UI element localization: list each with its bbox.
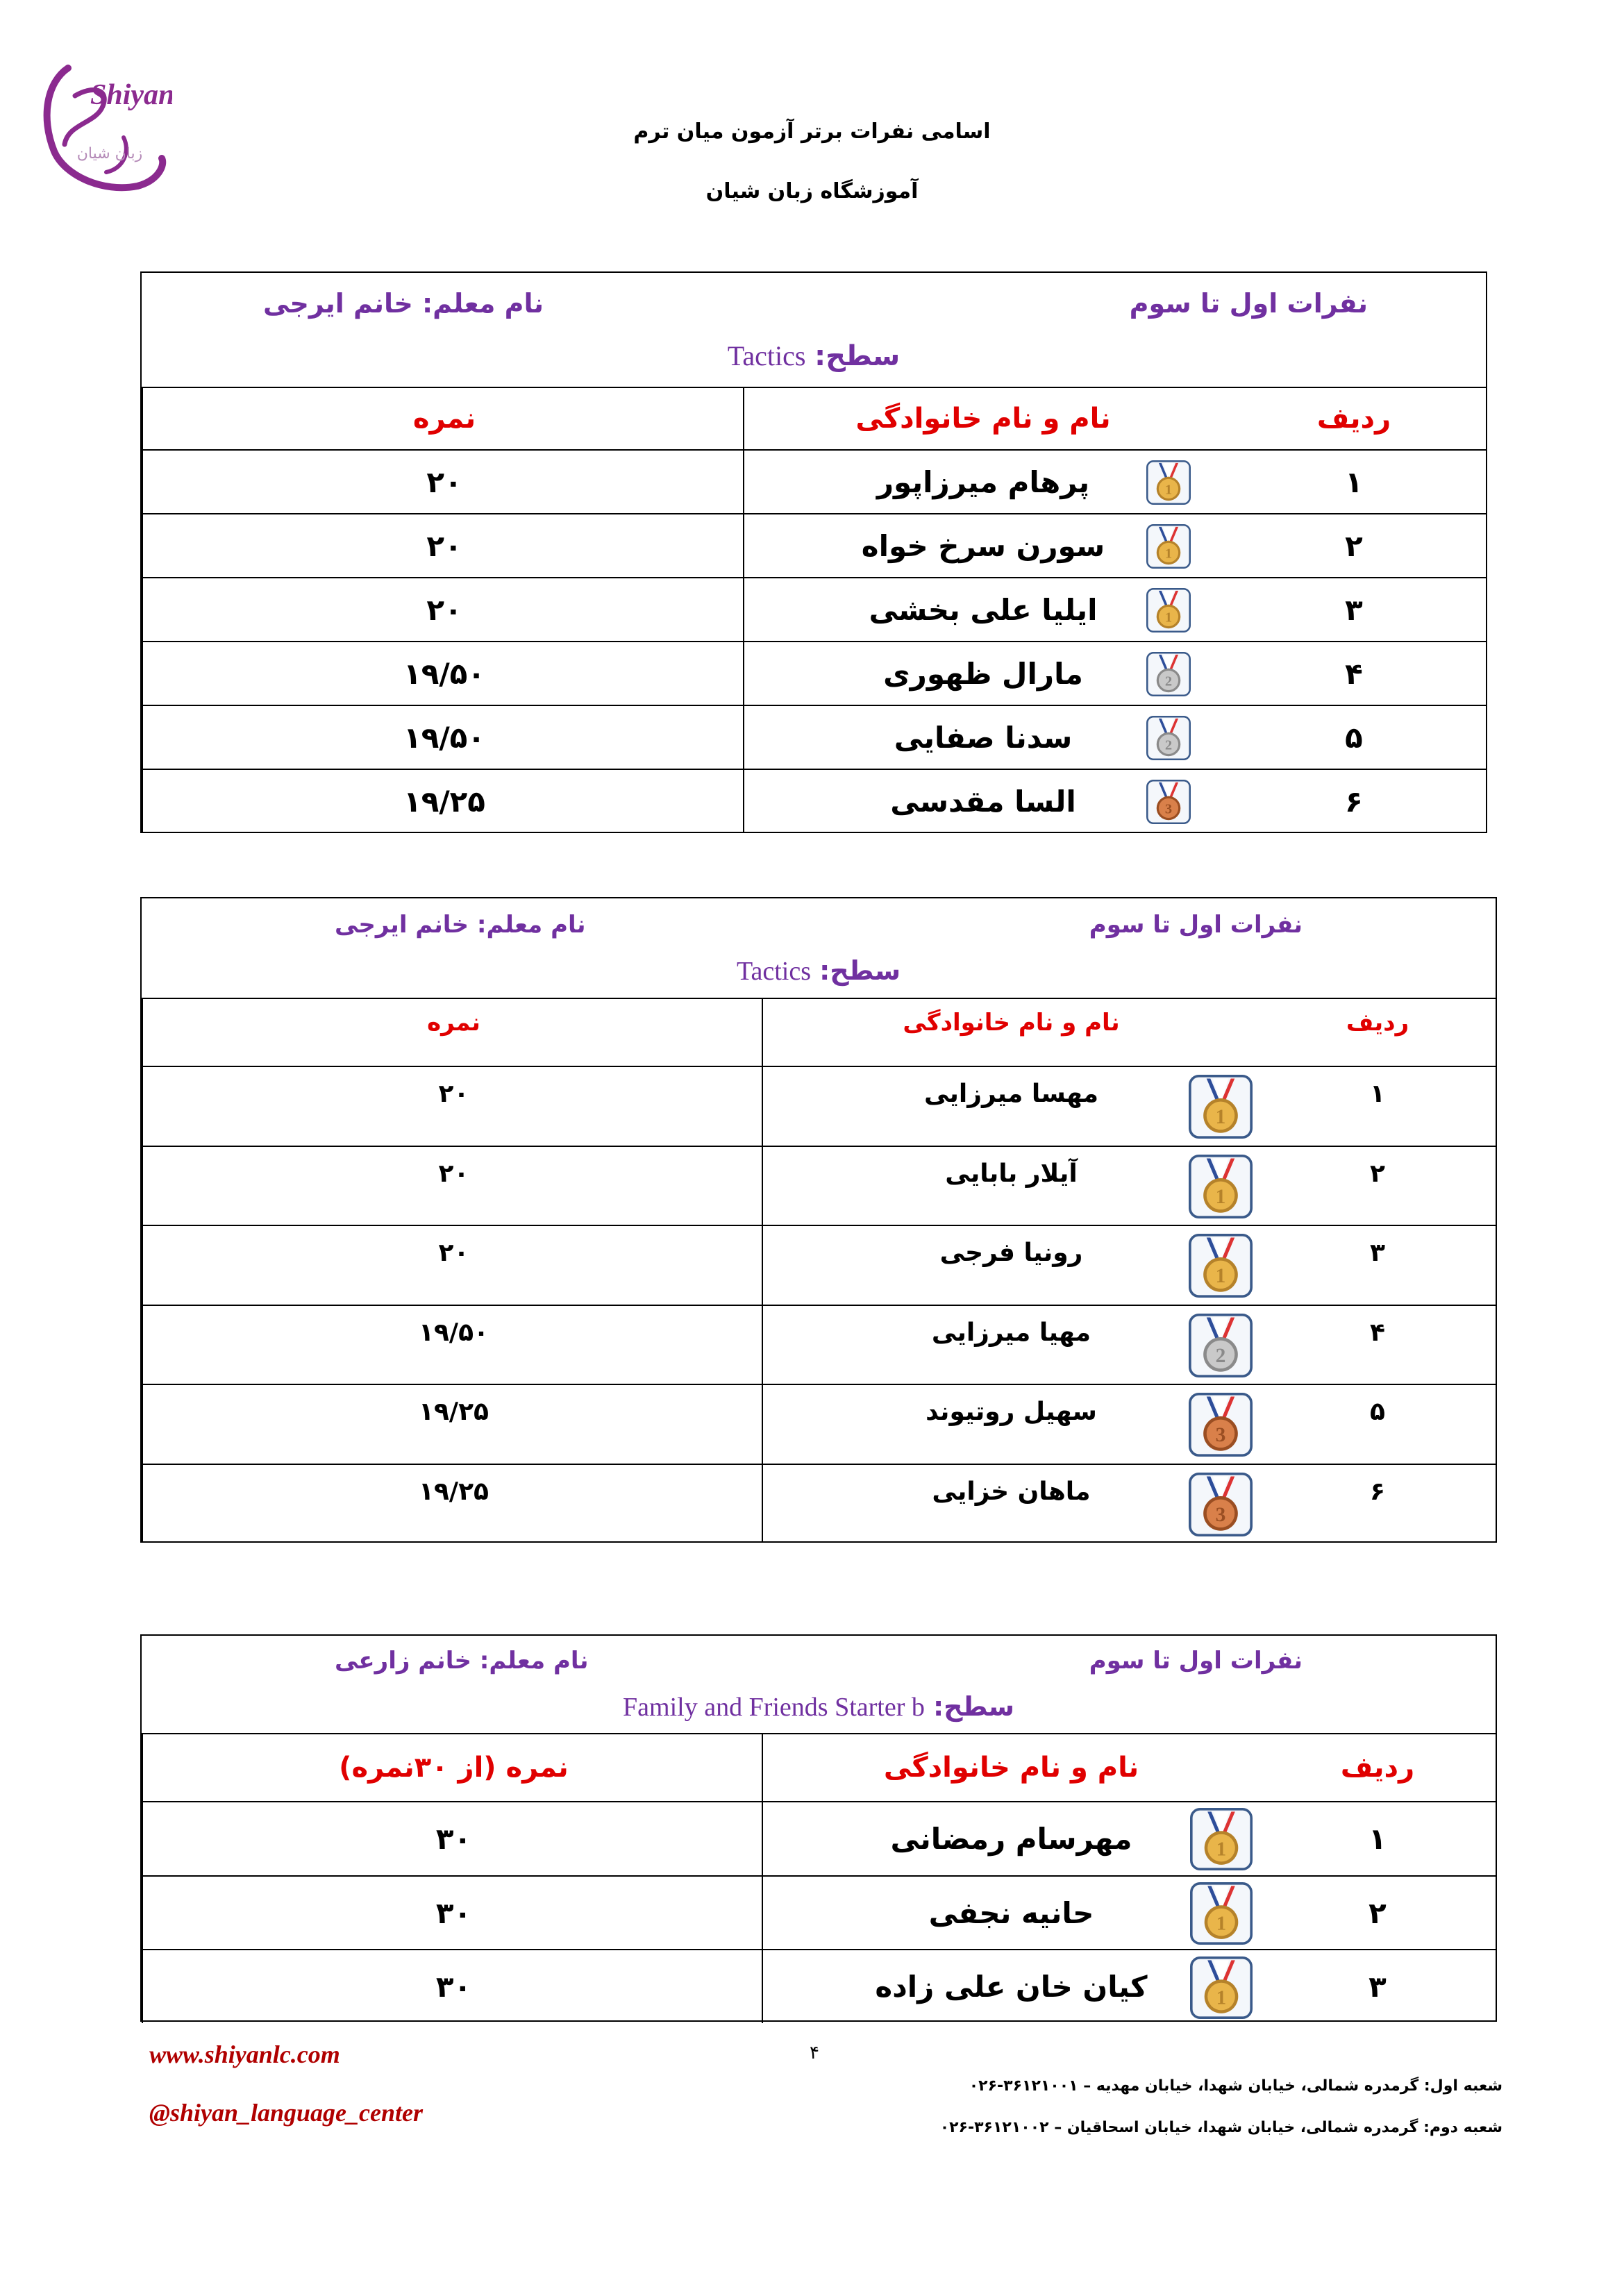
- rank-cell: ۵: [1370, 1398, 1385, 1426]
- website-link[interactable]: www.shiyanlc.com: [149, 2041, 340, 2068]
- silver-medal-icon: [1146, 716, 1191, 763]
- column-header-rank: ردیف: [1340, 1752, 1415, 1784]
- gold-medal-icon: [1189, 1234, 1253, 1300]
- rank-cell: ۴: [1345, 656, 1363, 691]
- branch-address-2: شعبه دوم: گرمدره شمالی، خیابان شهدا، خیابان اسحاقیان – ۳۶۱۲۱۰۰۲-۰۲۶: [939, 2119, 1502, 2136]
- rank-cell: ۴: [1370, 1318, 1385, 1347]
- score-cell: ۲۰: [142, 1067, 764, 1146]
- level-label: سطح:: [814, 340, 901, 372]
- rank-cell: ۳: [1368, 1970, 1387, 2004]
- bronze-medal-icon: [1146, 780, 1191, 827]
- name-cell: حانیه نجفی: [762, 1877, 1259, 1950]
- name-cell: سدنا صفایی: [743, 706, 1222, 769]
- score-cell: ۱۹/۲۵: [142, 770, 746, 832]
- svg-text:2: 2: [1164, 737, 1173, 753]
- score-cell: ۱۹/۲۵: [142, 1465, 764, 1543]
- table-1-header: [142, 273, 1486, 387]
- table-row: [142, 577, 1486, 641]
- score-cell: ۲۰: [142, 451, 746, 513]
- table-row: [142, 1305, 1496, 1384]
- table-row: [142, 449, 1486, 513]
- table-3-level: [142, 1691, 1496, 1723]
- svg-text:1: 1: [1216, 1986, 1227, 2009]
- gold-medal-icon: [1146, 460, 1191, 508]
- logo-text: Shiyan: [90, 79, 172, 111]
- name-cell: پرهام میرزاپور: [743, 451, 1222, 513]
- svg-text:3: 3: [1164, 801, 1173, 817]
- table-2-column-headers: [142, 998, 1496, 1066]
- score-cell: ۲۰: [142, 578, 746, 641]
- branch-address-1: شعبه اول: گرمدره شمالی، خیابان شهدا، خیابان مهدیه – ۳۶۱۲۱۰۰۱-۰۲۶: [969, 2077, 1502, 2095]
- score-cell: ۱۹/۵۰: [142, 642, 746, 705]
- table-1-title: نفرات اول تا سوم: [1129, 288, 1368, 319]
- table-3-column-headers: [142, 1733, 1496, 1801]
- rank-cell: ۱: [1368, 1821, 1387, 1856]
- ranking-table-3: [140, 1634, 1497, 2022]
- table-row: [142, 705, 1486, 769]
- column-header-rank: ردیف: [1316, 403, 1391, 435]
- svg-text:3: 3: [1215, 1424, 1226, 1447]
- name-cell: رونیا فرجی: [762, 1226, 1259, 1305]
- svg-text:1: 1: [1215, 1106, 1226, 1129]
- column-header-score: نمره: [142, 999, 764, 1066]
- silver-medal-icon: [1146, 652, 1191, 699]
- column-header-score: نمره: [142, 388, 746, 449]
- table-row: [142, 1875, 1496, 1950]
- gold-medal-icon: [1190, 1882, 1253, 1947]
- table-2-teacher: نام معلم: خانم ایرجی: [335, 911, 586, 939]
- silver-medal-icon: [1189, 1314, 1253, 1380]
- svg-text:2: 2: [1215, 1344, 1226, 1367]
- score-cell: ۲۰: [142, 514, 746, 577]
- name-cell: سهیل روتیوند: [762, 1385, 1259, 1464]
- table-3-title: نفرات اول تا سوم: [1089, 1647, 1303, 1675]
- svg-text:3: 3: [1215, 1503, 1226, 1526]
- table-2-level: [142, 955, 1496, 987]
- table-1-teacher: نام معلم: خانم ایرجی: [263, 288, 544, 319]
- table-row: [142, 1801, 1496, 1875]
- name-cell: مهسا میرزایی: [762, 1067, 1259, 1146]
- name-cell: مارال ظهوری: [743, 642, 1222, 705]
- rank-cell: ۲: [1370, 1159, 1385, 1188]
- level-label: سطح:: [819, 955, 901, 986]
- score-cell: ۱۹/۲۵: [142, 1385, 764, 1464]
- svg-text:1: 1: [1164, 610, 1173, 626]
- name-cell: ماهان خزایی: [762, 1465, 1259, 1543]
- rank-cell: ۱: [1370, 1080, 1385, 1108]
- level-value: Family and Friends Starter b: [623, 1693, 925, 1722]
- school-name: آموزشگاه زبان شیان: [705, 179, 919, 203]
- svg-text:1: 1: [1216, 1838, 1227, 1861]
- table-1-level: [142, 340, 1486, 372]
- svg-text:1: 1: [1216, 1912, 1227, 1935]
- document-title: اسامی نفرات برتر آزمون میان ترم: [633, 119, 991, 144]
- table-row: [142, 1464, 1496, 1543]
- name-cell: السا مقدسی: [743, 770, 1222, 832]
- gold-medal-icon: [1190, 1808, 1253, 1873]
- column-header-name: نام و نام خانوادگی: [762, 1734, 1259, 1801]
- score-cell: ۳۰: [142, 1877, 764, 1950]
- table-2-header: [142, 898, 1496, 998]
- svg-text:1: 1: [1215, 1265, 1226, 1288]
- rank-cell: ۵: [1345, 720, 1363, 755]
- logo-text-fa: زبان شیان: [76, 145, 143, 162]
- score-cell: ۲۰: [142, 1226, 764, 1305]
- gold-medal-icon: [1190, 1956, 1253, 2022]
- svg-text:1: 1: [1164, 546, 1173, 562]
- table-row: [142, 641, 1486, 705]
- column-header-name: نام و نام خانوادگی: [762, 999, 1259, 1066]
- rank-cell: ۲: [1368, 1895, 1387, 1930]
- level-label: سطح:: [932, 1691, 1014, 1722]
- svg-text:1: 1: [1164, 482, 1173, 498]
- rank-cell: ۳: [1345, 592, 1363, 627]
- ranking-table-1: [140, 271, 1487, 833]
- rank-cell: ۳: [1370, 1239, 1385, 1267]
- svg-text:2: 2: [1164, 673, 1173, 689]
- name-cell: کیان خان علی زاده: [762, 1950, 1259, 2023]
- table-3-teacher: نام معلم: خانم زارعی: [335, 1647, 589, 1675]
- instagram-handle[interactable]: @shiyan_language_center: [149, 2099, 423, 2127]
- column-header-score: نمره (از ۳۰نمره): [142, 1734, 764, 1801]
- table-row: [142, 1949, 1496, 2023]
- table-3-header: [142, 1636, 1496, 1733]
- bronze-medal-icon: [1189, 1473, 1253, 1539]
- score-cell: ۱۹/۵۰: [142, 706, 746, 769]
- bronze-medal-icon: [1189, 1393, 1253, 1459]
- level-value: Tactics: [727, 340, 806, 371]
- name-cell: آیلار بابایی: [762, 1147, 1259, 1225]
- score-cell: ۱۹/۵۰: [142, 1306, 764, 1384]
- table-row: [142, 769, 1486, 832]
- gold-medal-icon: [1189, 1155, 1253, 1221]
- name-cell: مهیا میرزایی: [762, 1306, 1259, 1384]
- name-cell: مهرسام رمضانی: [762, 1802, 1259, 1875]
- rank-cell: ۶: [1345, 784, 1363, 819]
- table-1-column-headers: [142, 387, 1486, 449]
- name-cell: سورن سرخ خواه: [743, 514, 1222, 577]
- score-cell: ۲۰: [142, 1147, 764, 1225]
- gold-medal-icon: [1189, 1075, 1253, 1141]
- table-row: [142, 1384, 1496, 1464]
- svg-text:1: 1: [1215, 1185, 1226, 1208]
- ranking-table-2: [140, 897, 1497, 1543]
- column-header-name: نام و نام خانوادگی: [743, 388, 1222, 449]
- rank-cell: ۱: [1345, 464, 1363, 499]
- gold-medal-icon: [1146, 524, 1191, 571]
- table-row: [142, 1066, 1496, 1146]
- table-2-title: نفرات اول تا سوم: [1089, 911, 1303, 939]
- name-cell: ایلیا علی بخشی: [743, 578, 1222, 641]
- rank-cell: ۶: [1370, 1477, 1385, 1506]
- level-value: Tactics: [736, 957, 811, 986]
- table-row: [142, 513, 1486, 577]
- gold-medal-icon: [1146, 588, 1191, 635]
- table-row: [142, 1225, 1496, 1305]
- score-cell: ۳۰: [142, 1950, 764, 2023]
- page-number: ۴: [810, 2043, 819, 2063]
- score-cell: ۳۰: [142, 1802, 764, 1875]
- rank-cell: ۲: [1345, 528, 1363, 563]
- table-row: [142, 1146, 1496, 1225]
- column-header-rank: ردیف: [1346, 1009, 1409, 1037]
